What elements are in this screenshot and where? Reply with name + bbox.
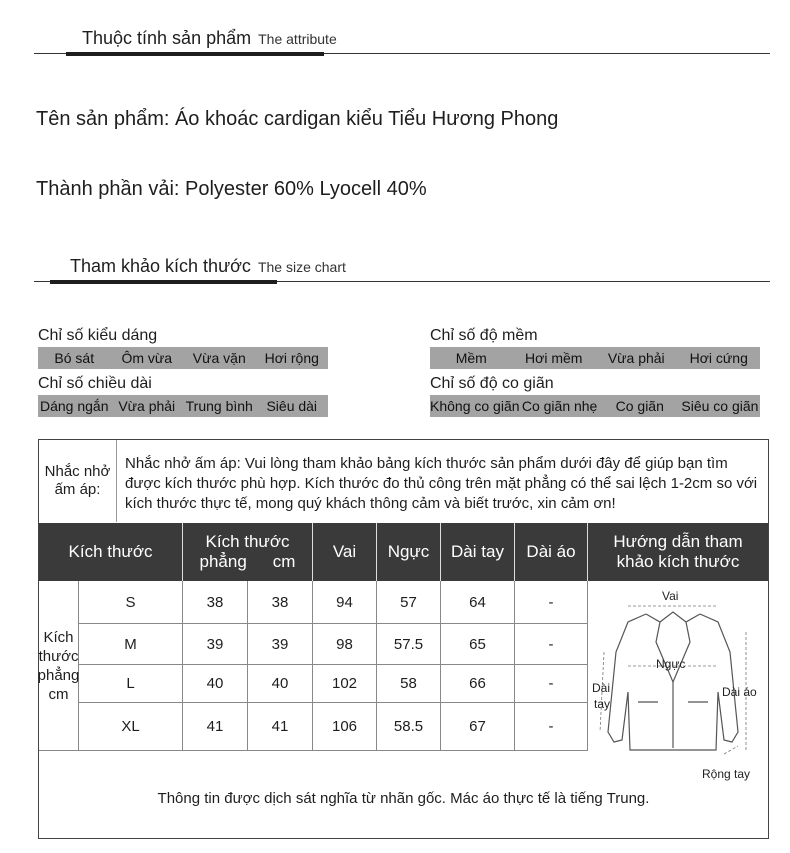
softness-index-label: Chỉ số độ mềm: [430, 327, 538, 344]
stretch-option: Không co giãn: [430, 398, 520, 414]
length-option: Vừa phải: [118, 398, 176, 414]
softness-option: Hơi mềm: [525, 350, 583, 366]
cell-cm: 38: [248, 581, 313, 624]
cell-length: -: [515, 703, 588, 751]
cell-size: S: [79, 581, 183, 624]
cell-shoulder: 98: [313, 624, 377, 665]
size-section-title: [70, 256, 346, 277]
cell-shoulder: 94: [313, 581, 377, 624]
softness-index-bar: [430, 347, 760, 369]
style-option: Vừa vặn: [192, 350, 246, 366]
attribute-section-title: [82, 28, 337, 49]
diagram-label-shoulder: Vai: [662, 589, 679, 603]
stretch-index: [430, 373, 760, 417]
header-sleeve: Dài tay: [441, 523, 515, 581]
header-flat-size-cm: cm: [272, 552, 296, 571]
style-option: Hơi rộng: [264, 350, 319, 366]
style-option: Ôm vừa: [121, 350, 173, 366]
attribute-section-header: [34, 24, 770, 54]
stretch-option: Siêu co giãn: [681, 398, 759, 414]
diagram-label-sleeve-1: Dài: [592, 681, 611, 695]
header-size: Kích thước: [39, 523, 183, 581]
length-index: [38, 373, 328, 417]
header-flat-size-line2: [200, 552, 296, 572]
size-section-header: [34, 252, 770, 282]
cell-flat: 40: [183, 665, 248, 703]
cell-sleeve: 65: [441, 624, 515, 665]
jacket-measurement-diagram: [588, 582, 768, 782]
cell-length: -: [515, 665, 588, 703]
cell-flat: 39: [183, 624, 248, 665]
diagram-label-sleeve-2: tay: [594, 697, 611, 711]
fabric-composition-line: Thành phần vải: Polyester 60% Lyocell 40%: [36, 178, 427, 200]
product-name-line: Tên sản phẩm: Áo khoác cardigan kiểu Tiểu Hương Phong: [36, 108, 559, 130]
length-option: Dáng ngắn: [39, 398, 109, 414]
cell-size: M: [79, 624, 183, 665]
reminder-text: Nhắc nhở ấm áp: Vui lòng tham khảo bảng kích thước sản phẩm dưới đây để giúp bạn tìm được kích thước phù hợp. Kích thước đo thủ công trên mặt phẳng có thể sai lệch 1-2cm so với kích thước thực tế, mong quý khách thông cảm và biết trước, xin cảm ơn!: [125, 455, 758, 512]
header-flat-size-line1: Kích thước: [205, 532, 290, 551]
section-accent-bar: [50, 280, 277, 284]
attribute-title-text: Thuộc tính sản phẩm: [82, 28, 252, 48]
cell-chest: 57: [377, 581, 441, 624]
stretch-index-bar: [430, 395, 760, 417]
header-length: Dài áo: [515, 523, 588, 581]
stretch-index-label: Chỉ số độ co giãn: [430, 375, 554, 392]
softness-option: Hơi cứng: [689, 350, 748, 366]
cell-sleeve: 66: [441, 665, 515, 703]
cell-cm: 41: [248, 703, 313, 751]
header-flat-size: [183, 523, 313, 581]
cell-shoulder: 102: [313, 665, 377, 703]
translation-note: Thông tin được dịch sát nghĩa từ nhãn gốc. Mác áo thực tế là tiếng Trung.: [157, 790, 650, 807]
length-index-bar: [38, 395, 328, 417]
diagram-label-chest: Ngực: [656, 657, 686, 671]
cell-cm: 40: [248, 665, 313, 703]
diagram-label-length: Dài áo: [722, 685, 757, 699]
header-chest: Ngực: [377, 523, 441, 581]
diagram-label-cuff: Rộng tay: [702, 767, 751, 781]
header-shoulder: Vai: [313, 523, 377, 581]
header-guide: Hướng dẫn tham khảo kích thước: [588, 523, 768, 581]
cell-flat: 41: [183, 703, 248, 751]
cell-chest: 58: [377, 665, 441, 703]
cell-size: L: [79, 665, 183, 703]
reminder-label: Nhắc nhở ấm áp:: [39, 440, 117, 522]
cell-flat: 38: [183, 581, 248, 624]
softness-option: Vừa phải: [607, 350, 665, 366]
jacket-diagram-svg: [588, 582, 768, 782]
section-accent-bar: [66, 52, 324, 56]
cell-length: -: [515, 581, 588, 624]
cell-chest: 57.5: [377, 624, 441, 665]
cell-shoulder: 106: [313, 703, 377, 751]
stretch-option: Co giãn nhẹ: [521, 398, 598, 414]
length-option: Siêu dài: [266, 398, 318, 414]
length-option: Trung bình: [185, 398, 253, 414]
cell-chest: 58.5: [377, 703, 441, 751]
style-option: Bó sát: [54, 350, 95, 366]
softness-option: Mềm: [455, 350, 487, 366]
attribute-subtitle-text: The attribute: [258, 31, 337, 47]
header-flat-size-flat: phẳng: [199, 552, 247, 571]
style-index-label: Chỉ số kiểu dáng: [38, 327, 158, 344]
jacket-lapel: [646, 612, 700, 682]
style-index: [38, 325, 328, 369]
row-group-label: Kích thước phẳng cm: [39, 581, 79, 751]
cell-sleeve: 67: [441, 703, 515, 751]
length-index-label: Chỉ số chiều dài: [38, 375, 152, 392]
cell-length: -: [515, 624, 588, 665]
size-title-text: Tham khảo kích thước: [70, 256, 251, 276]
stretch-option: Co giãn: [615, 398, 664, 414]
size-subtitle-text: The size chart: [257, 259, 346, 275]
cell-cm: 39: [248, 624, 313, 665]
softness-index: [430, 325, 760, 369]
cuff-measure-line: [724, 746, 738, 754]
cell-sleeve: 64: [441, 581, 515, 624]
style-index-bar: [38, 347, 328, 369]
cell-size: XL: [79, 703, 183, 751]
